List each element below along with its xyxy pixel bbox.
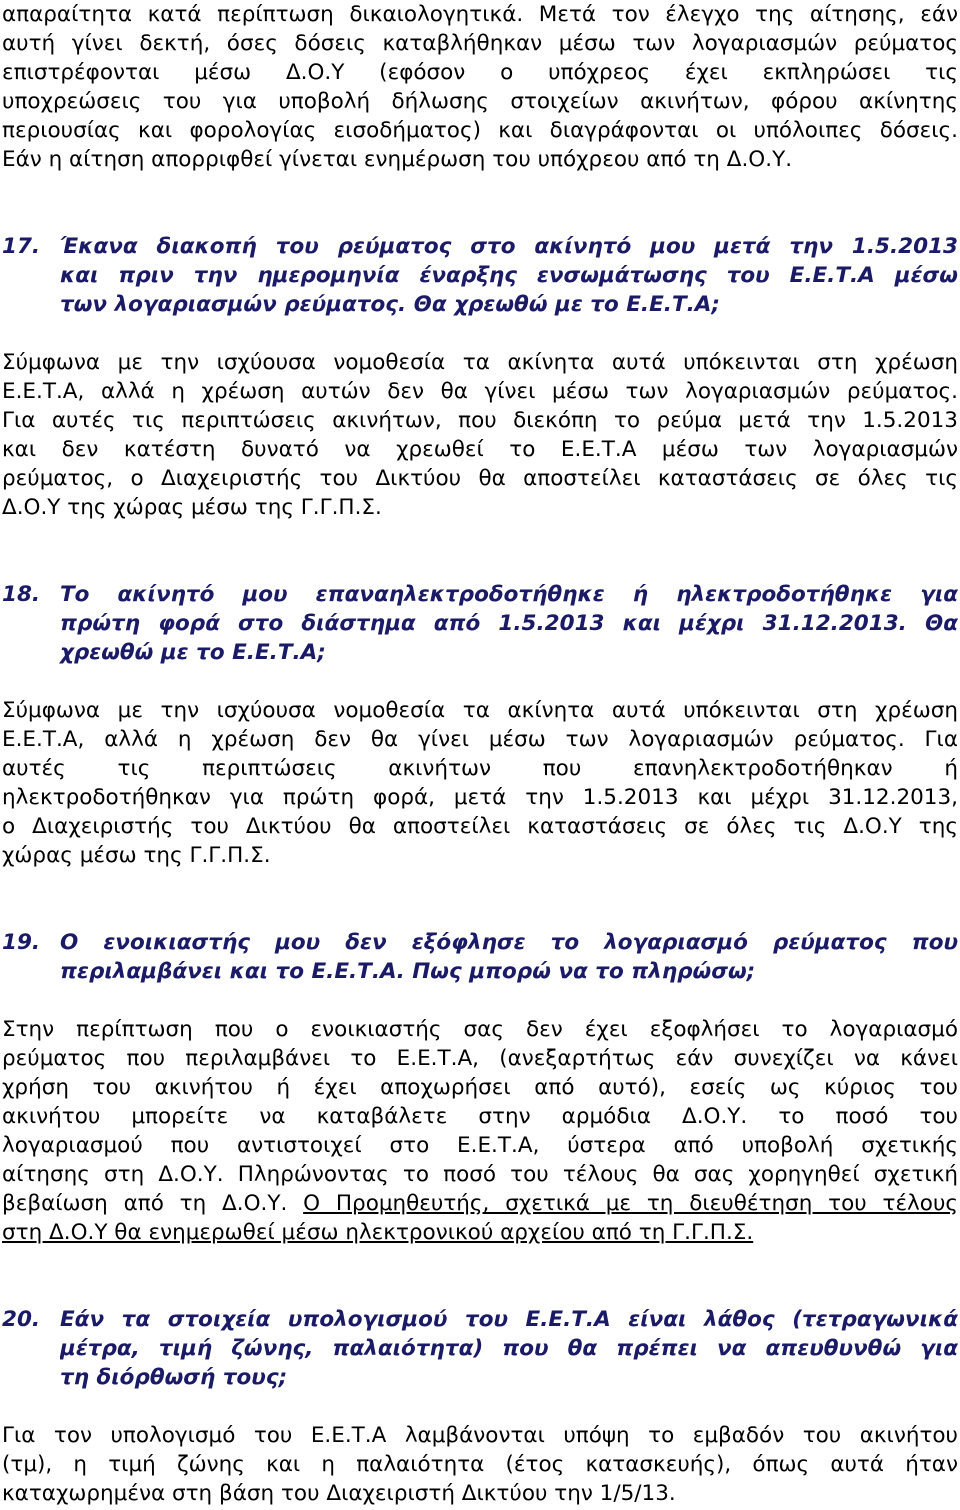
answer-line: Στην περίπτωση που ο ενοικιαστής σας δεν έχει εξοφλήσει το λογαριασμό bbox=[2, 1017, 958, 1042]
answer-line: χώρας μέσω της Γ.Γ.Π.Σ. bbox=[2, 843, 271, 868]
question-heading-line bbox=[2, 928, 958, 957]
question-title-text: Ο ενοικιαστής μου δεν εξόφλησε το λογαριασμό ρεύματος που bbox=[60, 930, 958, 955]
answer-line: Δ.Ο.Υ της χώρας μέσω της Γ.Γ.Π.Σ. bbox=[2, 495, 382, 520]
answer-line: ρεύματος, ο Διαχειριστής του Δικτύου θα αποστείλει καταστάσεις σε όλες τις bbox=[2, 466, 958, 491]
answer-line: Ε.Ε.Τ.Α, αλλά η χρέωση δεν θα γίνει μέσω των λογαριασμών ρεύματος. Για bbox=[2, 727, 958, 752]
question-number: 17. bbox=[2, 234, 41, 259]
answer-line: (τμ), η τιμή ζώνης και η παλαιότητα (έτος κατασκευής), όπως αυτά ήταν bbox=[2, 1452, 958, 1477]
answer-line: Ε.Ε.Τ.Α, αλλά η χρέωση αυτών δεν θα γίνει μέσω των λογαριασμών ρεύματος. bbox=[2, 379, 958, 404]
answer-line: Για αυτές τις περιπτώσεις ακινήτων, που διεκόπη το ρεύμα μετά την 1.5.2013 bbox=[2, 408, 958, 433]
underlined-note: Ο Προμηθευτής, σχετικά με τη διευθέτηση του τέλους bbox=[303, 1191, 958, 1216]
question-number: 18. bbox=[2, 582, 41, 607]
question-title-text: Εάν τα στοιχεία υπολογισμού του Ε.Ε.Τ.Α είναι λάθος (τετραγωνικά bbox=[60, 1307, 958, 1332]
text-line: υποχρεώσεις του για υποβολή δήλωσης στοιχείων ακινήτων, φόρου ακίνητης bbox=[2, 89, 958, 114]
answer-line: χρήση του ακινήτου ή έχει αποχωρήσει από αυτό), εσείς ως κύριος του bbox=[2, 1075, 958, 1100]
answer-text: βεβαίωση από τη Δ.Ο.Υ. bbox=[2, 1191, 304, 1216]
text-line: αυτή γίνει δεκτή, όσες δόσεις καταβλήθηκαν μέσω των λογαριασμών ρεύματος bbox=[2, 31, 958, 56]
question-heading-line: και πριν την ημερομηνία έναρξης ενσωμάτωσης του Ε.Ε.Τ.Α μέσω bbox=[60, 263, 958, 288]
question-heading-line: των λογαριασμών ρεύματος. Θα χρεωθώ με το Ε.Ε.Τ.Α; bbox=[60, 292, 721, 317]
answer-line: Για τον υπολογισμό του Ε.Ε.Τ.Α λαμβάνονται υπόψη το εμβαδόν του ακινήτου bbox=[2, 1423, 958, 1448]
question-heading-line: μέτρα, τιμή ζώνης, παλαιότητα) που θα πρέπει να απευθυνθώ για bbox=[60, 1336, 958, 1361]
answer-line: Σύμφωνα με την ισχύουσα νομοθεσία τα ακίνητα αυτά υπόκεινται στη χρέωση bbox=[2, 698, 958, 723]
question-title-text: Το ακίνητό μου επαναηλεκτροδοτήθηκε ή ηλεκτροδοτήθηκε για bbox=[60, 582, 958, 607]
answer-line: ακινήτου μπορείτε να καταβάλετε στην αρμόδια Δ.Ο.Υ. το ποσό του bbox=[2, 1104, 958, 1129]
answer-line: ηλεκτροδοτήθηκαν για πρώτη φορά, μετά την 1.5.2013 και μέχρι 31.12.2013, bbox=[2, 785, 958, 810]
answer-line: ρεύματος που περιλαμβάνει το Ε.Ε.Τ.Α, (ανεξαρτήτως εάν συνεχίζει να κάνει bbox=[2, 1046, 958, 1071]
question-number: 20. bbox=[2, 1307, 41, 1332]
answer-line bbox=[2, 1189, 958, 1218]
answer-line: και δεν κατέστη δυνατό να χρεωθεί το Ε.Ε.Τ.Α μέσω των λογαριασμών bbox=[2, 437, 958, 462]
text-line: απαραίτητα κατά περίπτωση δικαιολογητικά. Μετά τον έλεγχο της αίτησης, εάν bbox=[2, 2, 958, 27]
question-heading-line: πρώτη φορά στο διάστημα από 1.5.2013 και μέχρι 31.12.2013. Θα bbox=[60, 611, 958, 636]
answer-line: αυτές τις περιπτώσεις ακινήτων που επανηλεκτροδοτήθηκαν ή bbox=[2, 756, 958, 781]
answer-line: καταχωρημένα στη βάση του Διαχειριστή Δικτύου την 1/5/13. bbox=[2, 1481, 676, 1506]
question-heading-line: περιλαμβάνει και το Ε.Ε.Τ.Α. Πως μπορώ να το πληρώσω; bbox=[60, 959, 756, 984]
answer-line: αίτησης στη Δ.Ο.Υ. Πληρώνοντας το ποσό του τέλους θα σας χορηγηθεί σχετική bbox=[2, 1162, 958, 1187]
question-heading-line: χρεωθώ με το Ε.Ε.Τ.Α; bbox=[60, 640, 326, 665]
answer-line: λογαριασμού που αντιστοιχεί στο Ε.Ε.Τ.Α, ύστερα από υποβολή σχετικής bbox=[2, 1133, 958, 1158]
question-heading-line bbox=[2, 1305, 958, 1334]
text-line: περιουσίας και φορολογίας εισοδήματος) και διαγράφονται οι υπόλοιπες δόσεις. bbox=[2, 118, 958, 143]
underlined-note: στη Δ.Ο.Υ θα ενημερωθεί μέσω ηλεκτρονικού αρχείου από τη Γ.Γ.Π.Σ. bbox=[2, 1220, 754, 1245]
text-line: Εάν η αίτηση απορριφθεί γίνεται ενημέρωση του υπόχρεου από τη Δ.Ο.Υ. bbox=[2, 147, 793, 172]
answer-line: ο Διαχειριστής του Δικτύου θα αποστείλει καταστάσεις σε όλες τις Δ.Ο.Υ της bbox=[2, 814, 958, 839]
question-number: 19. bbox=[2, 930, 41, 955]
answer-line: Σύμφωνα με την ισχύουσα νομοθεσία τα ακίνητα αυτά υπόκεινται στη χρέωση bbox=[2, 350, 958, 375]
question-title-text: Έκανα διακοπή του ρεύματος στο ακίνητό μου μετά την 1.5.2013 bbox=[60, 234, 958, 259]
question-heading-line: τη διόρθωσή τους; bbox=[60, 1365, 288, 1390]
question-heading-line bbox=[2, 232, 958, 261]
text-line: επιστρέφονται μέσω Δ.Ο.Υ (εφόσον ο υπόχρεος έχει εκπληρώσει τις bbox=[2, 60, 958, 85]
question-heading-line bbox=[2, 580, 958, 609]
